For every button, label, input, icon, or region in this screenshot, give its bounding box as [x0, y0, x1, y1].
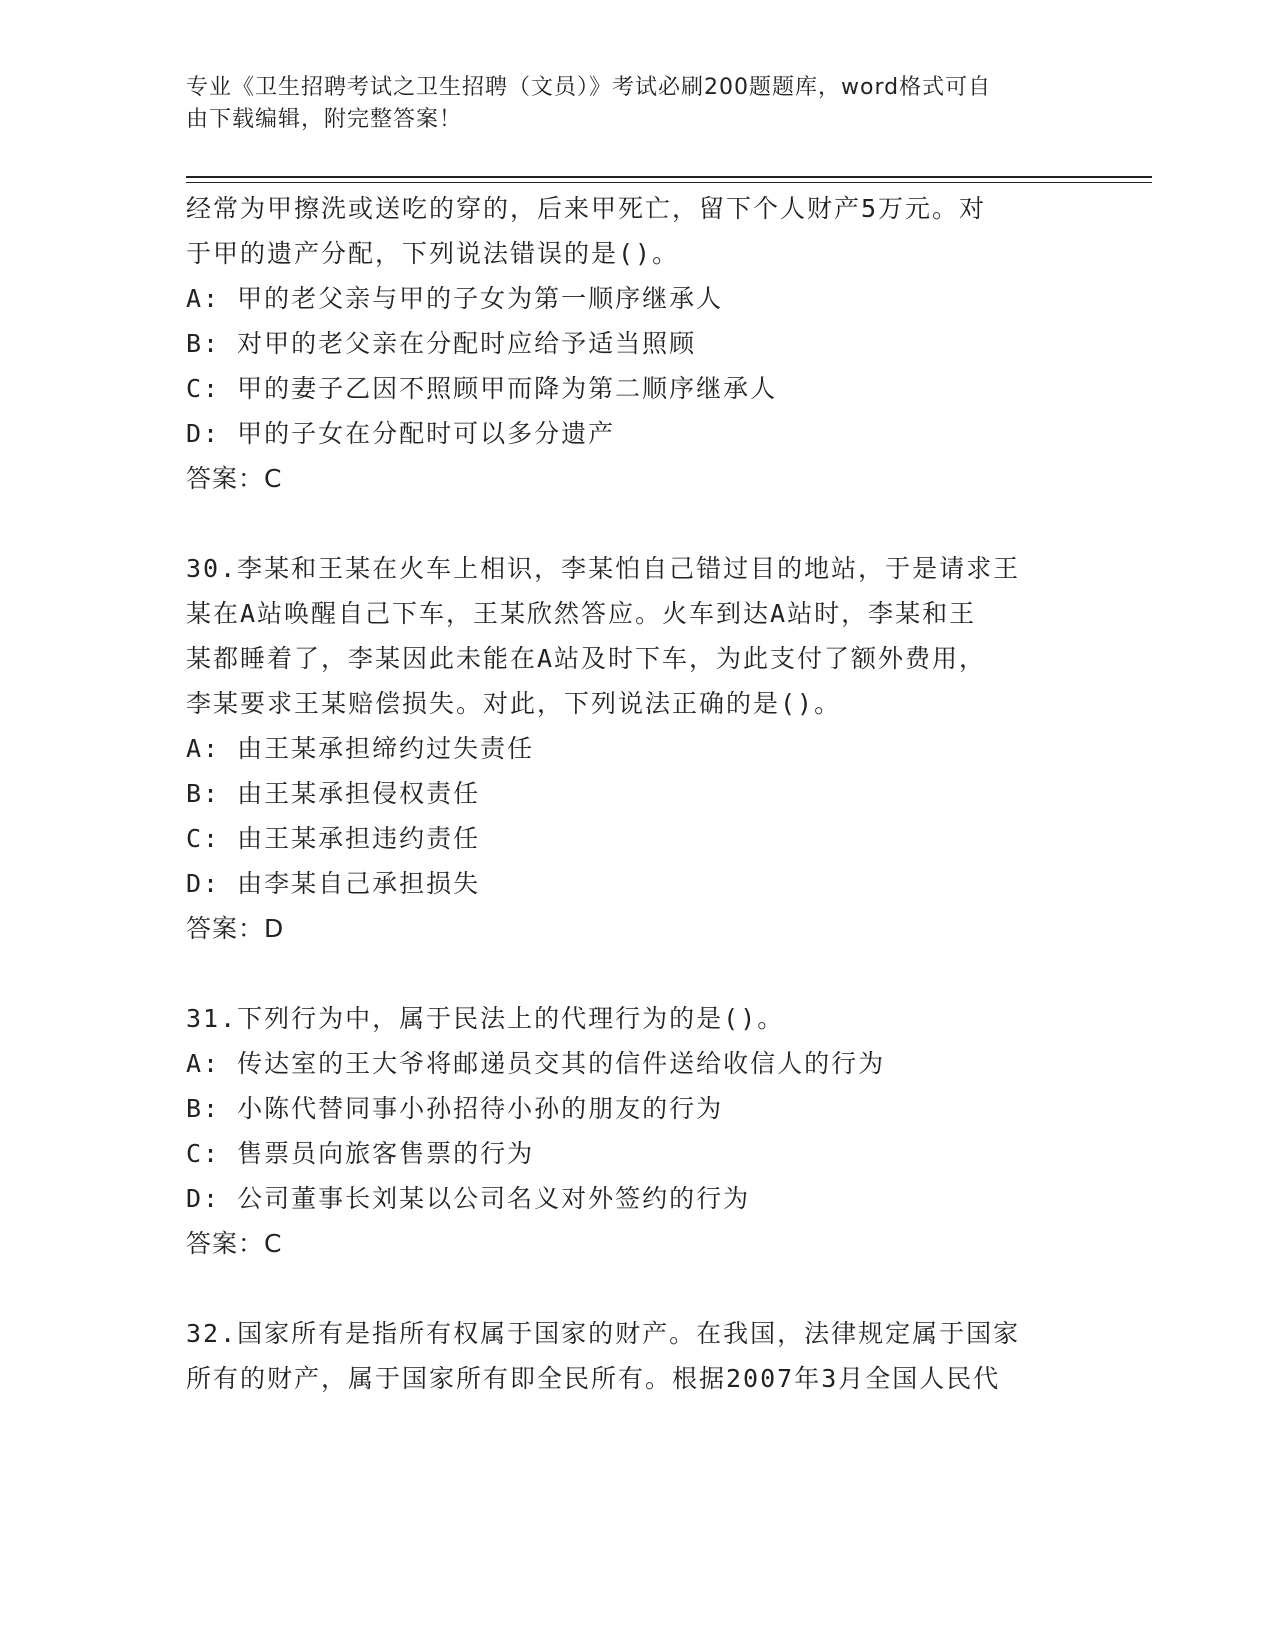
- header-line-2: 由下载编辑，附完整答案！: [186, 107, 463, 132]
- option-a: A: 甲的老父亲与甲的子女为第一顺序继承人: [186, 284, 724, 313]
- header-rule-thick: [186, 176, 1152, 178]
- header-rule-thin: [186, 182, 1152, 183]
- option-c: C: 由王某承担违约责任: [186, 824, 481, 853]
- option-c: C: 售票员向旅客售票的行为: [186, 1139, 535, 1168]
- question-text: 李某要求王某赔偿损失。对此，下列说法正确的是()。: [186, 689, 842, 718]
- option-d: D: 由李某自己承担损失: [186, 869, 481, 898]
- option-a: A: 由王某承担缔约过失责任: [186, 734, 535, 763]
- option-a: A: 传达室的王大爷将邮递员交其的信件送给收信人的行为: [186, 1049, 886, 1078]
- answer: 答案：C: [186, 464, 283, 493]
- question-text: 经常为甲擦洗或送吃的穿的，后来甲死亡，留下个人财产5万元。对: [186, 194, 987, 223]
- option-b: B: 对甲的老父亲在分配时应给予适当照顾: [186, 329, 697, 358]
- question-29-continued: [186, 186, 1086, 501]
- option-c: C: 甲的妻子乙因不照顾甲而降为第二顺序继承人: [186, 374, 778, 403]
- header-line-1: 专业《卫生招聘考试之卫生招聘（文员）》考试必刷200题题库，word格式可自: [186, 75, 992, 100]
- answer: 答案：C: [186, 1229, 283, 1258]
- question-text: 所有的财产，属于国家所有即全民所有。根据2007年3月全国人民代: [186, 1364, 1001, 1393]
- document-header: [186, 72, 1066, 136]
- question-text: 32.国家所有是指所有权属于国家的财产。在我国，法律规定属于国家: [186, 1319, 1021, 1348]
- option-b: B: 小陈代替同事小孙招待小孙的朋友的行为: [186, 1094, 724, 1123]
- answer: 答案：D: [186, 914, 285, 943]
- option-d: D: 公司董事长刘某以公司名义对外签约的行为: [186, 1184, 751, 1213]
- question-text: 于甲的遗产分配，下列说法错误的是()。: [186, 239, 680, 268]
- option-b: B: 由王某承担侵权责任: [186, 779, 481, 808]
- question-text: 某在A站唤醒自己下车，王某欣然答应。火车到达A站时，李某和王: [186, 599, 977, 628]
- question-32: [186, 1311, 1086, 1401]
- question-31: [186, 996, 1086, 1266]
- question-list: [186, 186, 1086, 1401]
- question-30: [186, 546, 1086, 951]
- question-text: 31.下列行为中，属于民法上的代理行为的是()。: [186, 1004, 785, 1033]
- question-text: 某都睡着了，李某因此未能在A站及时下车，为此支付了额外费用，: [186, 644, 987, 673]
- option-d: D: 甲的子女在分配时可以多分遗产: [186, 419, 616, 448]
- question-text: 30.李某和王某在火车上相识，李某怕自己错过目的地站，于是请求王: [186, 554, 1021, 583]
